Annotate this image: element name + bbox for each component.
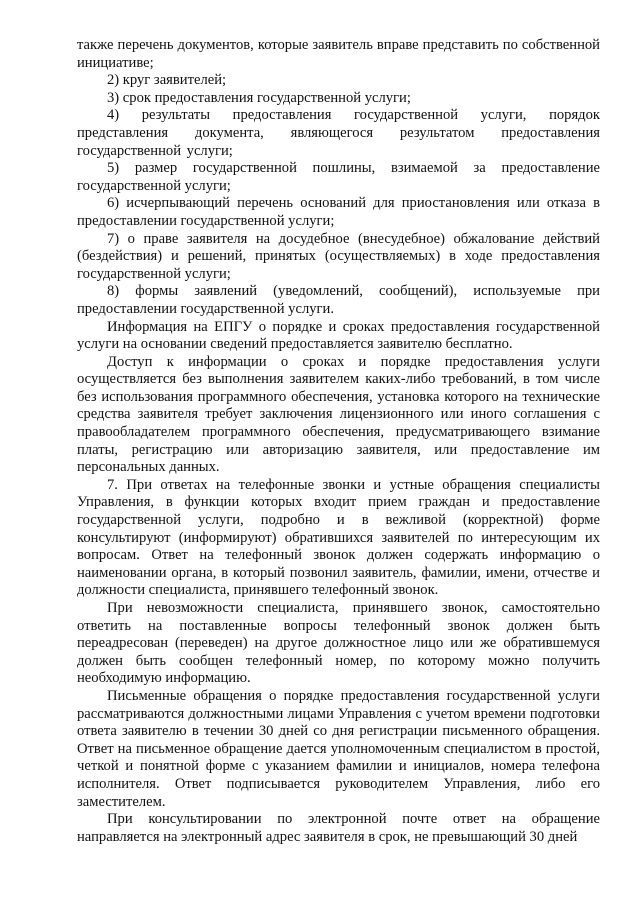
paragraph-section-7-phone-calls: 7. При ответах на телефонные звонки и устные обращения специалисты Управления, в функции которых входит прием граждан и предоставление государственной услуги, подробно и в вежливой (корректной) форме консультируют (информируют) обратившихся заявителей по интересующим их вопросам. Ответ на телефонный звонок должен содержать информацию о наименовании органа, в который позвонил заявитель, фамилии, имени, отчестве и должности специалиста, принявшего телефонный звонок. [77, 476, 600, 599]
paragraph-item-8: 8) формы заявлений (уведомлений, сообщений), используемые при предоставлении государственной услуги. [77, 283, 600, 317]
paragraph-item-2: 2) круг заявителей; [107, 72, 227, 89]
paragraph-epgu-info: Информация на ЕПГУ о порядке и сроках предоставления государственной услуги на основании сведений предоставляется заявителю бесплатно. [77, 318, 600, 353]
paragraph-item-3: 3) срок предоставления государственной услуги; [107, 89, 411, 106]
paragraph-email-consulting: При консультировании по электронной почте ответ на обращение направляется на электронный адрес заявителя в срок, не превышающий 30 дней [77, 811, 600, 845]
paragraph-item-6: 6) исчерпывающий перечень оснований для приостановления или отказа в предоставлении государственной услуги; [77, 195, 600, 229]
paragraph-item-5: 5) размер государственной пошлины, взимаемой за предоставление государственной услуги; [77, 160, 600, 194]
paragraph-item-4: 4) результаты предоставления государственной услуги, порядок представления документа, являющегося результатом предоставления государственной услуги; [77, 107, 600, 159]
paragraph-call-redirect: При невозможности специалиста, принявшего звонок, самостоятельно ответить на поставленные вопросы телефонный звонок должен быть переадресован (переведен) на другое должностное лицо или же обратившемуся должен быть сообщен телефонный номер, по которому можно получить необходимую информацию. [77, 600, 600, 687]
paragraph-written-requests: Письменные обращения о порядке предоставления государственной услуги рассматриваются должностными лицами Управления с учетом времени подготовки ответа заявителю в течении 30 дней со дня регистрации письменного обращения. Ответ на письменное обращение дается уполномоченным специалистом в простой, четкой и понятной форме с указанием фамилии и инициалов, номера телефона исполнителя. Ответ подписывается руководителем Управления, либо его заместителем. [77, 687, 600, 810]
paragraph-item-7: 7) о праве заявителя на досудебное (внесудебное) обжалование действий (бездействия) и решений, принятых (осуществляемых) в ходе предоставления государственной услуги; [77, 230, 600, 282]
paragraph-access-info: Доступ к информации о сроках и порядке предоставления услуги осуществляется без выполнения заявителем каких-либо требований, в том числе без использования программного обеспечения, установка которого на технические средства заявителя требует заключения лицензионного или иного соглашения с правообладателем программного обеспечения, предусматривающего взимание платы, регистрацию или авторизацию заявителя, или предоставление им персональных данных. [77, 353, 600, 476]
paragraph-documents-list-continuation: также перечень документов, которые заявитель вправе представить по собственной инициативе; [77, 37, 600, 71]
